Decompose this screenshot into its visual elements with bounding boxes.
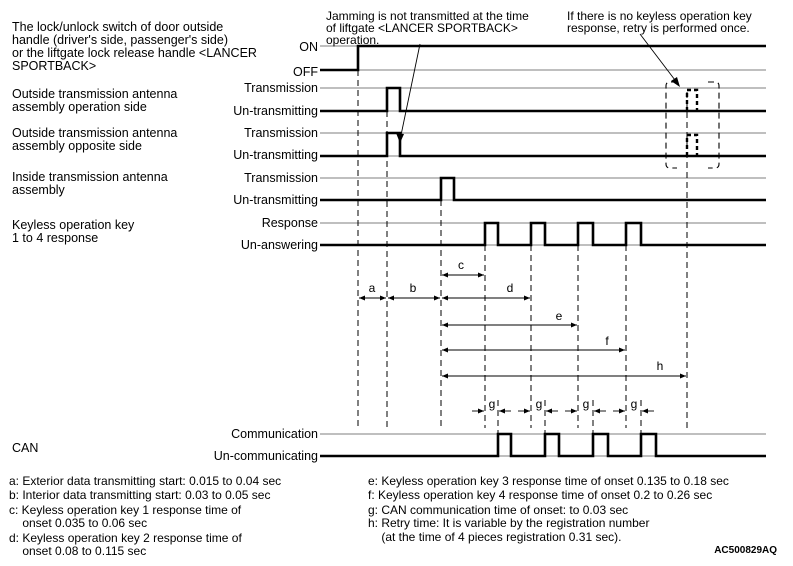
level-label-uncommunicating: Un-communicating <box>213 449 318 463</box>
interval-g-2 <box>518 397 558 414</box>
legend-c-line-1: c: Keyless operation key 1 response time of <box>9 503 242 517</box>
interval-h-label: h <box>656 359 664 373</box>
interval-g-4 <box>613 397 654 414</box>
legend-d-line-2: onset 0.08 to 0.115 sec <box>9 544 147 558</box>
legend-b: b: Interior data transmitting start: 0.03 to 0.05 sec <box>9 488 271 502</box>
row-label-can-line-1: CAN <box>12 441 39 455</box>
callout-retry <box>640 34 678 84</box>
interval-f-head-left <box>442 348 448 353</box>
retry-pulse-op <box>687 90 697 111</box>
jamming-note <box>326 9 529 47</box>
retry-note-line-1: If there is no keyless operation key <box>567 9 752 23</box>
row-label-outside-op-line-2: assembly operation side <box>12 100 147 114</box>
level-label-on: ON <box>299 40 318 54</box>
row-label-key-line-1: Keyless operation key <box>12 218 135 232</box>
level-label-transmission-1: Transmission <box>244 81 318 95</box>
row-label-inside <box>12 170 168 197</box>
interval-f-label: f <box>605 334 609 348</box>
interval-e-head-right <box>571 323 577 328</box>
interval-d-label: d <box>506 281 514 295</box>
row-label-outside-op <box>12 87 177 114</box>
interval-e-label: e <box>555 309 563 323</box>
level-label-communication: Communication <box>231 427 318 441</box>
legend-e: e: Keyless operation key 3 response time of onset 0.135 to 0.18 sec <box>368 474 729 488</box>
legend-c-line-2: onset 0.035 to 0.06 sec <box>9 516 148 530</box>
jamming-note-line-3: operation. <box>326 33 380 47</box>
level-label-transmission-2: Transmission <box>244 126 318 140</box>
legend-h-line-1: h: Retry time: It is variable by the registration number <box>368 516 650 530</box>
level-label-unanswering: Un-answering <box>240 238 318 252</box>
interval-g-label-2: g <box>535 397 543 411</box>
interval-b-head-right <box>434 296 440 301</box>
interval-a-head-right <box>380 296 386 301</box>
level-label-untransmitting-3: Un-transmitting <box>233 193 318 207</box>
callout-jamming <box>400 44 420 140</box>
interval-a-head-left <box>359 296 365 301</box>
signal-switch <box>320 46 766 70</box>
signal-can <box>320 434 766 456</box>
callout-jamming-arrowhead <box>396 133 404 143</box>
interval-f-head-right <box>619 348 625 353</box>
level-labels <box>214 40 319 463</box>
interval-g-label-3: g <box>582 397 590 411</box>
jamming-note-line-1: Jamming is not transmitted at the time <box>326 9 529 23</box>
retry-note <box>567 9 752 35</box>
row-label-switch-line-4: SPORTBACK> <box>12 59 97 73</box>
level-label-response: Response <box>261 216 318 230</box>
level-label-off: OFF <box>293 65 318 79</box>
interval-g-1 <box>472 397 511 414</box>
guide-lines <box>358 70 687 434</box>
legend-h-line-2: (at the time of 4 pieces registration 0.31 sec). <box>368 530 622 544</box>
row-label-key <box>12 218 135 245</box>
interval-h-head-left <box>442 374 448 379</box>
interval-a-label: a <box>368 281 376 295</box>
callouts <box>396 34 680 143</box>
row-label-outside-opp-line-1: Outside transmission antenna <box>12 126 178 140</box>
row-label-key-line-2: 1 to 4 response <box>12 231 99 245</box>
interval-h-head-right <box>680 374 686 379</box>
row-label-outside-opp-line-2: assembly opposite side <box>12 139 142 153</box>
row-label-inside-line-1: Inside transmission antenna <box>12 170 168 184</box>
legend-left <box>9 474 281 558</box>
retry-pulse-opp <box>687 135 697 156</box>
interval-d-head-right <box>524 296 530 301</box>
legend-right <box>368 474 729 544</box>
row-label-switch-line-2: handle (driver's side, passenger's side) <box>12 33 228 47</box>
retry-note-line-2: response, retry is performed once. <box>567 21 750 35</box>
interval-g-3 <box>565 397 606 414</box>
legend-d-line-1: d: Keyless operation key 2 response time of <box>9 531 242 545</box>
level-label-untransmitting-2: Un-transmitting <box>233 148 318 162</box>
row-label-switch <box>12 20 257 73</box>
jamming-note-line-2: of liftgate <LANCER SPORTBACK> <box>326 21 518 35</box>
legend-g: g: CAN communication time of onset: to 0.03 sec <box>368 503 629 517</box>
level-label-untransmitting-1: Un-transmitting <box>233 104 318 118</box>
row-label-inside-line-2: assembly <box>12 183 65 197</box>
interval-c-head-right <box>478 273 484 278</box>
interval-c-head-left <box>442 273 448 278</box>
row-label-can <box>12 441 38 455</box>
interval-c-label: c <box>458 258 464 272</box>
row-label-switch-line-3: or the liftgate lock release handle <LANCER <box>12 46 257 60</box>
signal-outside-opp <box>320 133 766 156</box>
signal-outside-op <box>320 88 766 111</box>
interval-d-head-left <box>442 296 448 301</box>
legend-f: f: Keyless operation key 4 response time of onset 0.2 to 0.26 sec <box>368 488 713 502</box>
interval-arrows <box>359 258 686 414</box>
legend-a: a: Exterior data transmitting start: 0.015 to 0.04 sec <box>9 474 282 488</box>
interval-g-label-1: g <box>488 397 496 411</box>
interval-g-label-4: g <box>630 397 638 411</box>
figure-code: AC500829AQ <box>714 545 777 556</box>
row-label-switch-line-1: The lock/unlock switch of door outside <box>12 20 224 34</box>
interval-b-head-left <box>388 296 394 301</box>
interval-e-head-left <box>442 323 448 328</box>
interval-b-label: b <box>409 281 417 295</box>
row-label-outside-op-line-1: Outside transmission antenna <box>12 87 178 101</box>
row-label-outside-opp <box>12 126 177 153</box>
level-label-transmission-3: Transmission <box>244 171 318 185</box>
